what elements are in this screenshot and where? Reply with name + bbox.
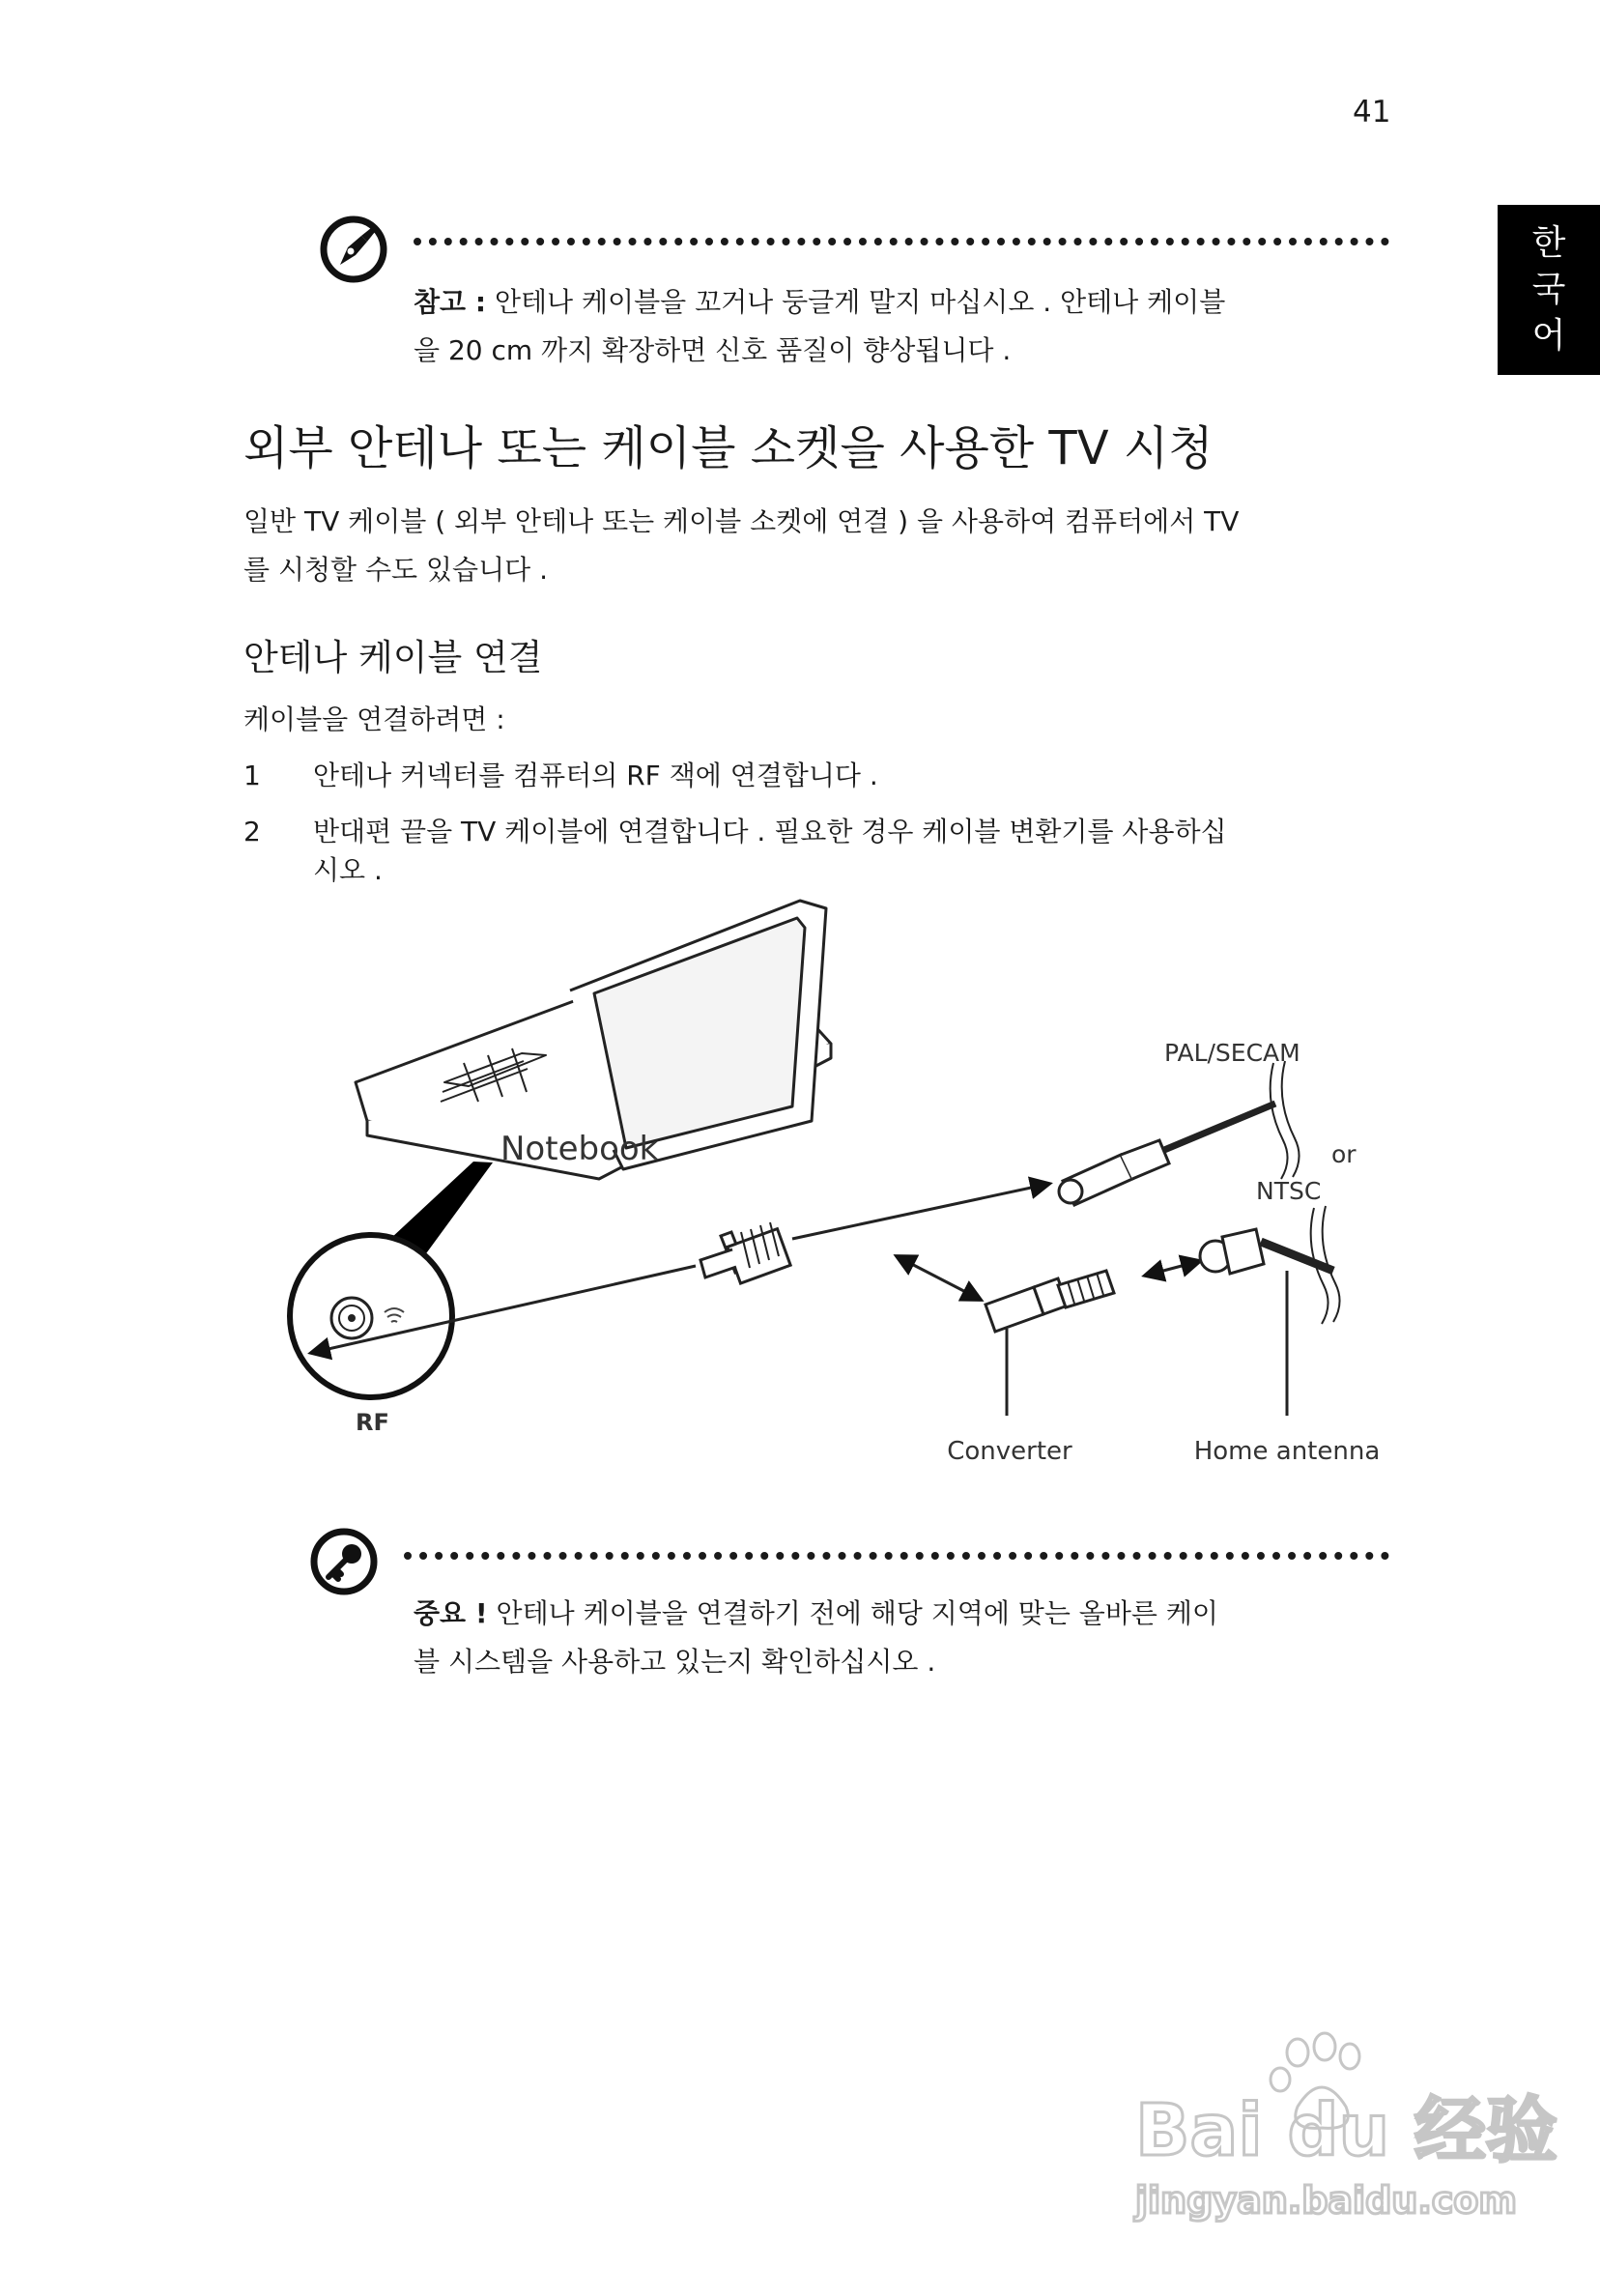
baidu-watermark [1126, 2020, 1557, 2232]
label-rf: RF [356, 1409, 389, 1436]
arrow-to-pal [792, 1184, 1049, 1239]
important-text [414, 1590, 1389, 1686]
language-tab-char: 어 [1531, 316, 1566, 356]
label-pal-secam: PAL/SECAM [1164, 1039, 1300, 1067]
intro-paragraph [243, 498, 1393, 594]
language-tab [1498, 205, 1600, 375]
label-or: or [1331, 1140, 1357, 1168]
language-tab-char: 국 [1531, 270, 1566, 309]
rf-port-detail [290, 1235, 452, 1397]
pen-note-icon [319, 215, 388, 284]
lead-text: 케이블을 연결하려면 : [243, 703, 505, 735]
note-line-2: 을 20 cm 까지 확장하면 신호 품질이 향상됩니다 . [414, 334, 1012, 366]
note-text [414, 278, 1389, 375]
label-ntsc: NTSC [1256, 1177, 1322, 1205]
intro-line-2: 를 시청할 수도 있습니다 . [243, 554, 548, 586]
step-text: 반대편 끝을 TV 케이블에 연결합니다 . 필요한 경우 케이블 변환기를 사용하십 [313, 816, 1227, 847]
connection-diagram [271, 889, 1391, 1488]
key-important-icon [309, 1527, 379, 1596]
note-label: 참고 : [414, 286, 487, 318]
watermark-brand: Bai du 经验 [1135, 2089, 1557, 2172]
cable-converter [986, 1271, 1114, 1416]
important-label: 중요 ! [414, 1597, 488, 1629]
page-number: 41 [1353, 95, 1391, 129]
label-converter: Converter [947, 1437, 1072, 1466]
notebook-coax-connector [700, 1222, 790, 1283]
note-line-1: 안테나 케이블을 꼬거나 둥글게 말지 마십시오 . 안테나 케이블 [486, 286, 1226, 318]
list-item [243, 752, 1393, 800]
arrow-to-converter [897, 1256, 981, 1300]
page-title: 외부 안테나 또는 케이블 소켓을 사용한 TV 시청 [243, 421, 1214, 475]
important-line-1: 안테나 케이블을 연결하기 전에 해당 지역에 맞는 올바른 케이 [487, 1597, 1218, 1629]
label-home-antenna: Home antenna [1193, 1437, 1381, 1466]
list-item [243, 808, 1393, 895]
label-notebook: Notebook [500, 1130, 659, 1168]
note-divider [414, 238, 1389, 245]
watermark-url: jingyan.baidu.com [1135, 2179, 1517, 2222]
section-subheading: 안테나 케이블 연결 [243, 637, 543, 678]
arrow-converter-ntsc [1145, 1261, 1200, 1276]
step-text: 안테나 커넥터를 컴퓨터의 RF 잭에 연결합니다 . [313, 760, 878, 791]
step-text-continued: 시오 . [313, 854, 383, 886]
ntsc-connector [1200, 1206, 1340, 1416]
step-list [243, 752, 1393, 895]
important-divider [404, 1552, 1389, 1560]
step-number: 1 [243, 760, 261, 791]
language-tab-char: 한 [1531, 223, 1566, 263]
step-number: 2 [243, 816, 261, 847]
intro-line-1: 일반 TV 케이블 ( 외부 안테나 또는 케이블 소켓에 연결 ) 을 사용하여 컴퓨터에서 TV [243, 505, 1240, 537]
important-line-2: 블 시스템을 사용하고 있는지 확인하십시오 . [414, 1646, 936, 1678]
